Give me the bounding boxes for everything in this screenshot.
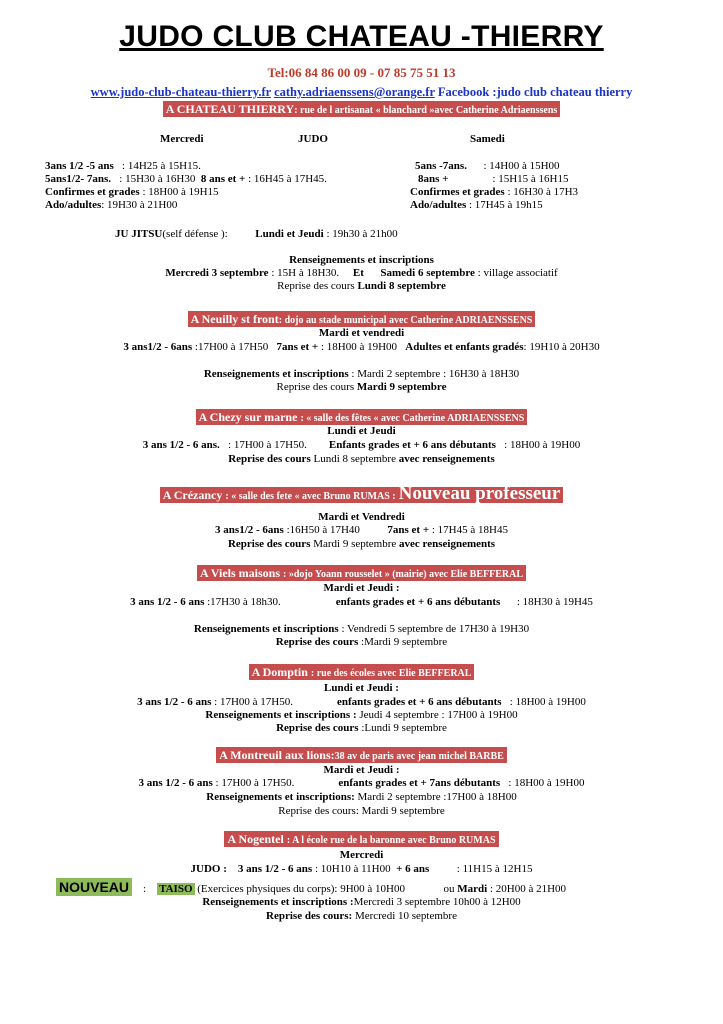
resume-line: Reprise des cours: Mercredi 10 septembre [266, 910, 457, 922]
registration-line: Renseignements et inscriptions :Mercredi 3 septembre 10h00 à 12H00 [202, 896, 521, 908]
taiso-line: NOUVEAU : TAISO (Exercices physiques du corps): 9H00 à 10H00 ou Mardi : 20H00 à 21H00 [56, 879, 566, 895]
day-label: Samedi [470, 133, 505, 145]
contact-links [0, 85, 723, 100]
schedule-line: Ado/adultes: 19H30 à 21H00 [45, 199, 178, 211]
schedule-line: 3ans 1/2 -5 ans : 14H25 à 15H15. [45, 160, 201, 172]
days-label: Lundi et Jeudi [327, 425, 396, 437]
schedule-line: Confirmes et grades : 16H30 à 17H3 [410, 186, 579, 198]
new-teacher-badge: Nouveau professeur [398, 483, 561, 504]
schedule-line: Ado/adultes : 17H45 à 19h15 [410, 199, 543, 211]
section-crezancy [0, 483, 723, 504]
page-title: JUDO CLUB CHATEAU -THIERRY [119, 20, 604, 53]
schedule-line: 5ans -7ans. : 14H00 à 15H00 [415, 160, 560, 172]
nouveau-badge: NOUVEAU [56, 878, 132, 896]
registration-line: Renseignements et inscriptions : Jeudi 4 septembre : 17H00 à 19H00 [205, 709, 518, 721]
schedule-line: 3 ans 1/2 - 6 ans :17H30 à 18h30. enfants grades et + 6 ans débutants : 18H30 à 19H45 [130, 596, 593, 608]
schedule-line: 3 ans 1/2 - 6 ans : 17H00 à 17H50. enfants grades et + 7ans débutants : 18H00 à 19H00 [138, 777, 585, 789]
phone-numbers: Tel:06 84 86 00 09 - 07 85 75 51 13 [267, 65, 456, 80]
section-header: A Domptin : rue des écoles avec Elie BEFFERAL [249, 664, 475, 680]
registration-line: Renseignements et inscriptions : Mardi 2 septembre : 16H30 à 18H30 [203, 368, 520, 380]
section-header: A Nogentel : A l école rue de la baronne avec Bruno RUMAS [224, 831, 498, 847]
section-header [163, 101, 561, 117]
section-nogentel [0, 832, 723, 848]
schedule-line: JUDO : 3 ans 1/2 - 6 ans : 10H10 à 11H00 + 6 ans : 11H15 à 12H15 [190, 863, 533, 875]
schedule-line: 3 ans1/2 - 6ans :16H50 à 17H40 7ans et + : 17H45 à 18H45 [215, 524, 508, 536]
days-label: Mardi et Jeudi : [323, 764, 400, 776]
registration-line: Renseignements et inscriptions : Vendredi 5 septembre de 17H30 à 19H30 [193, 623, 530, 635]
section-detail: : rue de l artisanat « blanchard »avec Catherine Adriaenssens [294, 105, 558, 116]
website-link[interactable]: www.judo-club-chateau-thierry.fr [90, 85, 271, 99]
resume-line: Reprise des cours Mardi 9 septembre avec renseignements [227, 538, 496, 550]
discipline-label: JUDO [298, 133, 328, 145]
resume-line: Reprise des cours :Mardi 9 septembre [275, 636, 448, 648]
taiso-badge: TAISO [159, 883, 193, 895]
resume-line: Reprise des cours :Lundi 9 septembre [276, 722, 447, 734]
section-chezy [0, 410, 723, 426]
schedule-line: 3 ans 1/2 - 6 ans. : 17H00 à 17H50. Enfants grades et + 6 ans débutants : 18H00 à 19H00 [142, 439, 581, 451]
section-montreuil [0, 748, 723, 764]
section-header: A Viels maisons : »dojo Yoann rousselet » (mairie) avec Elie BEFFERAL [197, 565, 526, 581]
resume-line: Reprise des cours Lundi 8 septembre [277, 280, 446, 292]
section-domptin [0, 665, 723, 681]
schedule-line: Confirmes et grades : 18H00 à 19H15 [45, 186, 219, 198]
schedule-line: 5ans1/2- 7ans. : 15H30 à 16H30 8 ans et + : 16H45 à 17H45. [45, 173, 327, 185]
section-header: A Crézancy : « salle des fete « avec Bruno RUMAS : Nouveau professeur [160, 487, 564, 503]
registration-line: Mercredi 3 septembre : 15H à 18H30. Et Samedi 6 septembre : village associatif [165, 267, 558, 279]
days-label: Lundi et Jeudi : [324, 682, 399, 694]
registration-line: Renseignements et inscriptions: Mardi 2 septembre :17H00 à 18H00 [206, 791, 517, 803]
days-label: Mardi et Vendredi [318, 511, 405, 523]
schedule-line: 3 ans1/2 - 6ans :17H00 à 17H50 7ans et + : 18H00 à 19H00 Adultes et enfants gradés: 19H10 à 20H30 [123, 341, 600, 353]
schedule-line: 3 ans 1/2 - 6 ans : 17H00 à 17H50. enfants grades et + 6 ans débutants : 18H00 à 19H00 [137, 696, 586, 708]
section-place: A CHATEAU THIERRY [165, 102, 295, 116]
resume-line: Reprise des cours Mardi 9 septembre [276, 381, 447, 393]
section-neuilly [0, 312, 723, 328]
schedule-line: 8ans + : 15H15 à 16H15 [418, 173, 569, 185]
section-viels-maisons [0, 566, 723, 582]
section-header: A Montreuil aux lions:38 av de paris avec jean michel BARBE [216, 747, 507, 763]
day-label: Mercredi [160, 133, 204, 145]
resume-line: Reprise des cours Lundi 8 septembre avec renseignements [228, 453, 495, 465]
days-label: Mardi et Jeudi : [323, 582, 400, 594]
section-header: A Neuilly st front: dojo au stade municipal avec Catherine ADRIAENSSENS [188, 311, 536, 327]
days-label: Mardi et vendredi [318, 327, 405, 339]
facebook-text: Facebook :judo club chateau thierry [437, 85, 633, 99]
section-chateau-thierry [0, 102, 723, 118]
jujitsu-line: JU JITSU(self défense ): Lundi et Jeudi : 19h30 à 21h00 [115, 228, 398, 240]
email-link[interactable]: cathy.adriaenssens@orange.fr [274, 85, 435, 99]
resume-line: Reprise des cours: Mardi 9 septembre [278, 805, 445, 817]
section-header: A Chezy sur marne : « salle des fêtes « avec Catherine ADRIAENSSENS [196, 409, 528, 425]
days-label: Mercredi [339, 849, 384, 861]
registration-heading: Renseignements et inscriptions [289, 254, 434, 266]
